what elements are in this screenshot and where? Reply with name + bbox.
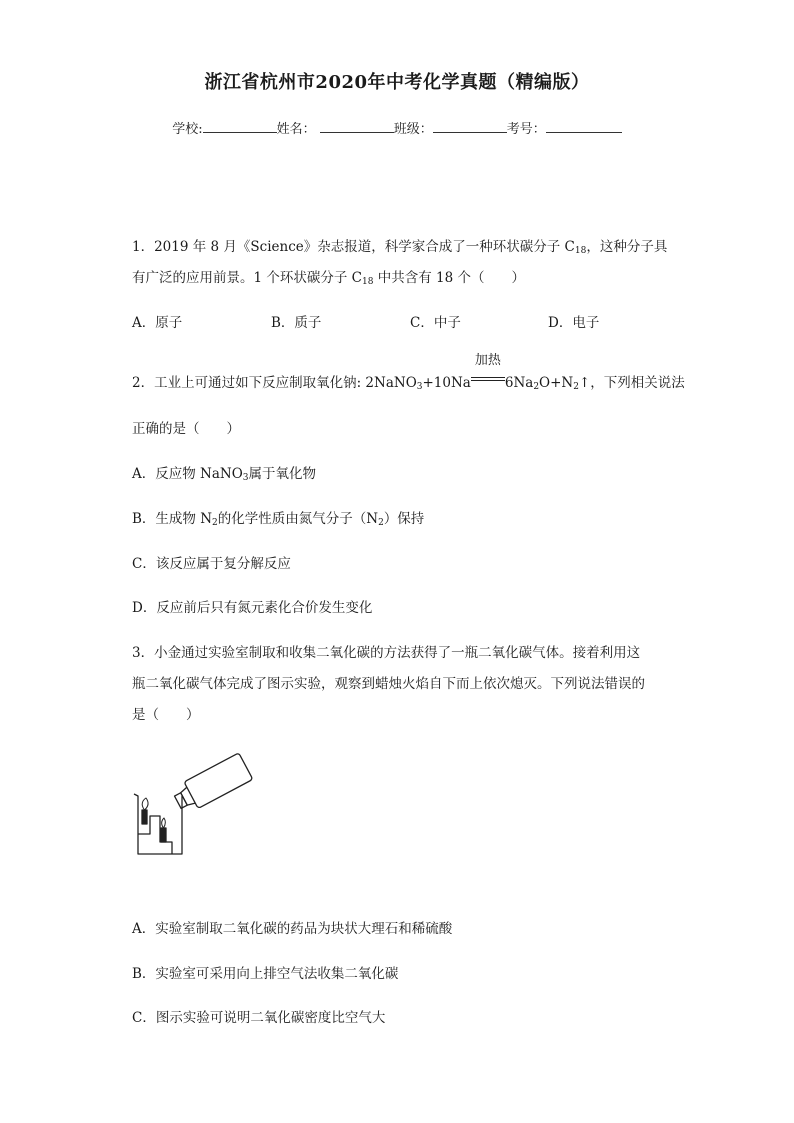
co2-candle-experiment-figure (130, 744, 260, 860)
q3-line-1: 3．小金通过实验室制取和收集二氧化碳的方法获得了一瓶二氧化碳气体。接着利用这 (132, 645, 641, 661)
reaction-condition-arrow (471, 353, 505, 387)
class-label: 班级： (393, 122, 433, 137)
q1-line-1: 1．2019 年 8 月《Science》杂志报道，科学家合成了一种环状碳分子 $C_{18}$，这种分子具 (132, 239, 668, 256)
q1-line-2: 有广泛的应用前景。1 个环状碳分子 $C_{18}$ 中共含有 18 个（ ） (132, 270, 526, 287)
page-title: 浙江省杭州市2020年中考化学真题（精编版） (204, 72, 590, 93)
q1-option-b[interactable]: B．质子 (271, 315, 322, 331)
q1-option-c[interactable]: C．中子 (410, 315, 461, 331)
lower-candle-icon (161, 818, 166, 842)
q2-line-2: 正确的是（ ） (132, 421, 240, 437)
q1-option-d[interactable]: D．电子 (548, 315, 600, 331)
gas-bottle-icon (171, 753, 253, 816)
beaker-icon (134, 794, 182, 854)
q2-option-d[interactable]: D．反应前后只有氮元素化合价发生变化 (132, 600, 373, 616)
school-blank[interactable] (203, 120, 277, 133)
q2-line-1: 2．工业上可通过如下反应制取氧化钠: 2NaNO$_3$+10Na 加热 $6Na_2O+N_2↑$，下列相关说法 (132, 371, 685, 391)
q3-option-b[interactable]: B．实验室可采用向上排空气法收集二氧化碳 (132, 966, 399, 982)
exam-no-label: 考号： (506, 122, 546, 137)
q3-option-c[interactable]: C．图示实验可说明二氧化碳密度比空气大 (132, 1010, 386, 1026)
exam-no-blank[interactable] (546, 120, 622, 133)
q1-option-a[interactable]: A．原子 (132, 315, 183, 331)
q2-option-c[interactable]: C．该反应属于复分解反应 (132, 556, 291, 572)
q3-option-a[interactable]: A．实验室制取二氧化碳的药品为块状大理石和稀硫酸 (132, 921, 453, 937)
student-info-line (0, 118, 794, 137)
q3-line-2: 瓶二氧化碳气体完成了图示实验，观察到蜡烛火焰自下而上依次熄灭。下列说法错误的 (132, 676, 645, 692)
school-label: 学校: (172, 122, 203, 137)
heat-condition-label: 加热 (474, 353, 501, 368)
q2-option-a[interactable]: A．反应物 NaNO$_3$属于氧化物 (132, 466, 317, 483)
q2-option-b[interactable]: B．生成物 $N_2$的化学性质由氮气分子$(N_2)$保持 (132, 511, 425, 528)
class-blank[interactable] (433, 120, 507, 133)
name-blank[interactable] (320, 120, 394, 133)
name-label: 姓名： (276, 122, 316, 137)
q3-line-3: 是（ ） (132, 707, 200, 723)
upper-candle-icon (142, 798, 148, 824)
